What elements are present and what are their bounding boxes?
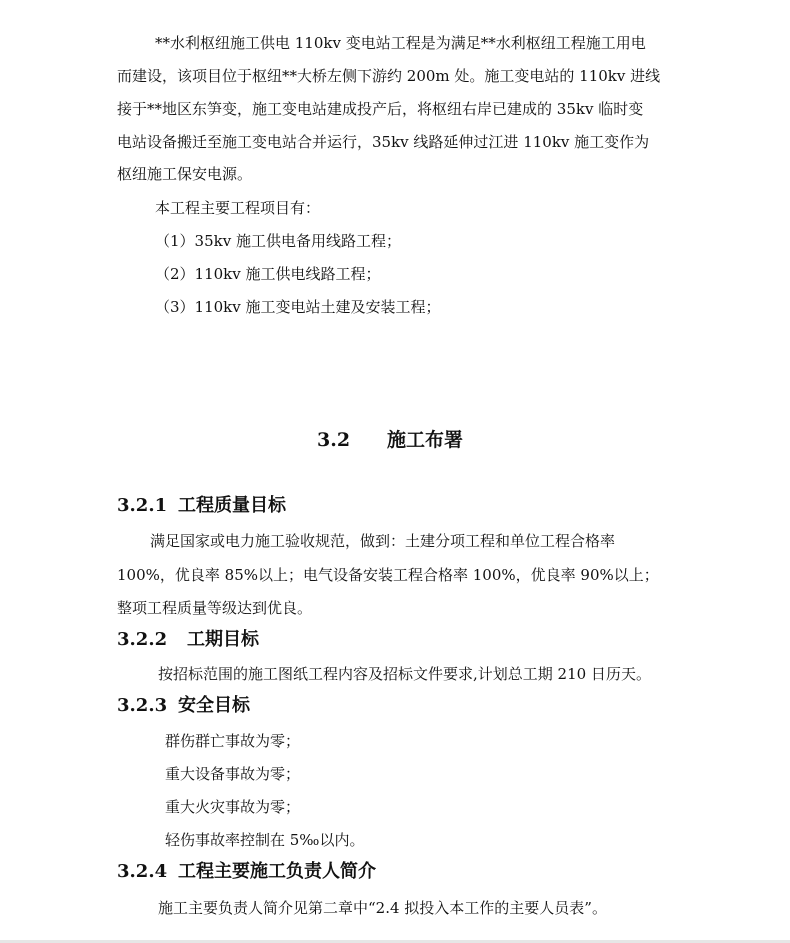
subsection-quality-number: 3.2.1 — [117, 495, 168, 516]
intro-line-2: 而建设，该项目位于枢纽**大桥左侧下游约 200m 处。施工变电站的 110kv 进线 — [117, 67, 661, 85]
quality-line-2: 100%，优良率 85%以上；电气设备安装工程合格率 100%，优良率 90%以上； — [117, 566, 659, 584]
intro-line-4: 电站设备搬迁至施工变电站合并运行，35kv 线路延伸过江进 110kv 施工变作为 — [117, 133, 650, 151]
project-item-2: （2）110kv 施工供电线路工程； — [155, 265, 381, 283]
subsection-safety-title: 安全目标 — [178, 695, 250, 716]
safety-item-3: 重大火灾事故为零； — [165, 798, 301, 816]
safety-item-1: 群伤群亡事故为零； — [165, 732, 301, 750]
project-item-1: （1）35kv 施工供电备用线路工程； — [155, 232, 401, 250]
schedule-line: 按招标范围的施工图纸工程内容及招标文件要求,计划总工期 210 日历天。 — [158, 665, 651, 683]
subsection-personnel-number: 3.2.4 — [117, 861, 168, 882]
subsection-quality-title: 工程质量目标 — [178, 495, 286, 516]
intro-line-5: 枢纽施工保安电源。 — [117, 165, 253, 183]
intro-line-1: **水利枢纽施工供电 110kv 变电站工程是为满足**水利枢纽工程施工用电 — [155, 34, 646, 52]
personnel-line: 施工主要负责人简介见第二章中“2.4 拟投入本工作的主要人员表”。 — [158, 899, 607, 917]
safety-item-4: 轻伤事故率控制在 5‰以内。 — [165, 831, 365, 849]
section-number: 3.2 — [317, 429, 351, 451]
quality-line-3: 整项工程质量等级达到优良。 — [117, 599, 313, 617]
subsection-schedule-title: 工期目标 — [187, 629, 259, 650]
subsection-schedule-number: 3.2.2 — [117, 629, 168, 650]
projects-intro: 本工程主要工程项目有： — [155, 199, 321, 217]
safety-item-2: 重大设备事故为零； — [165, 765, 301, 783]
project-item-3: （3）110kv 施工变电站土建及安装工程； — [155, 298, 441, 316]
subsection-personnel-title: 工程主要施工负责人简介 — [178, 861, 376, 882]
section-title: 施工布署 — [387, 429, 464, 451]
quality-line-1: 满足国家或电力施工验收规范，做到：土建分项工程和单位工程合格率 — [150, 532, 616, 550]
intro-line-3: 接于**地区东笋变，施工变电站建成投产后，将枢纽右岸已建成的 35kv 临时变 — [117, 100, 644, 118]
subsection-safety-number: 3.2.3 — [117, 695, 168, 716]
